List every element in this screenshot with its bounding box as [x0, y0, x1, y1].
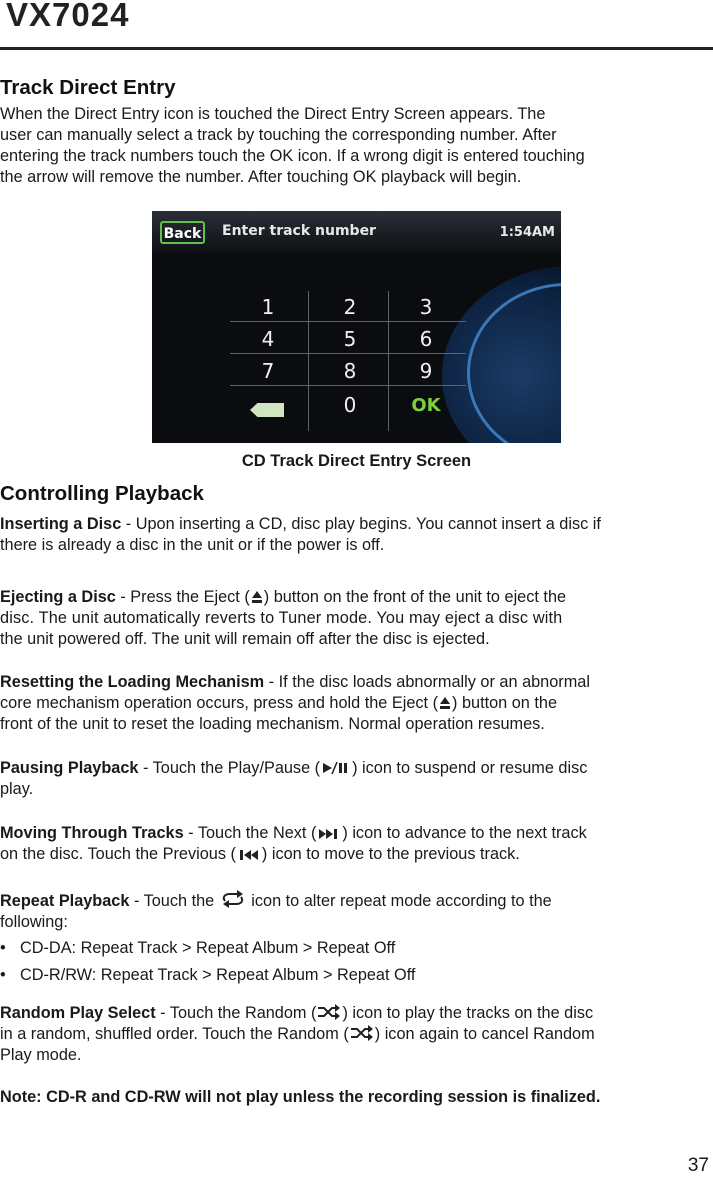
- repeat-bullet: • CD-R/RW: Repeat Track > Repeat Album > Repeat Off: [0, 966, 416, 984]
- body-line: When the Direct Entry icon is touched the Direct Entry Screen appears. The: [0, 105, 546, 123]
- section-title-track-direct-entry: Track Direct Entry: [0, 76, 176, 99]
- key-0: 0: [343, 393, 357, 417]
- random-icon: [350, 1025, 374, 1041]
- keypad-divider: [230, 385, 466, 386]
- header-rule: [0, 47, 713, 50]
- key-1: 1: [261, 295, 275, 319]
- key-4: 4: [261, 327, 275, 351]
- pausing-paragraph: [0, 758, 710, 800]
- keypad-divider: [230, 321, 466, 322]
- resetting-text: core mechanism operation occurs, press and hold the Eject (: [0, 694, 439, 712]
- repeat-text: icon to alter repeat mode according to the: [246, 892, 552, 910]
- random-label: Random Play Select: [0, 1004, 156, 1022]
- keypad: [230, 291, 466, 431]
- key-6: 6: [419, 327, 433, 351]
- ejecting-disc-label: Ejecting a Disc: [0, 588, 116, 606]
- ejecting-text: ) button on the front of the unit to eject the: [263, 588, 567, 606]
- ejecting-text: the unit powered off. The unit will remain off after the disc is ejected.: [0, 630, 490, 648]
- previous-track-icon: [237, 849, 261, 861]
- resetting-text: - If the disc loads abnormally or an abnormal: [264, 673, 590, 691]
- resetting-paragraph: [0, 672, 710, 735]
- pausing-text: ) icon to suspend or resume disc: [352, 759, 588, 777]
- model-title: VX7024: [6, 0, 130, 33]
- repeat-label: Repeat Playback: [0, 892, 130, 910]
- page-number: 37: [687, 1155, 709, 1176]
- moving-text: ) icon to move to the previous track.: [261, 845, 520, 863]
- moving-tracks-label: Moving Through Tracks: [0, 824, 184, 842]
- enter-track-prompt: Enter track number: [222, 223, 376, 239]
- ok-key: OK: [411, 395, 441, 416]
- clock: 1:54AM: [499, 225, 555, 240]
- random-text: Play mode.: [0, 1046, 82, 1064]
- keypad-divider: [388, 291, 389, 431]
- random-text: ) icon to play the tracks on the disc: [342, 1004, 594, 1022]
- track-direct-entry-body: [0, 104, 710, 188]
- random-icon: [317, 1004, 341, 1020]
- section-title-controlling-playback: Controlling Playback: [0, 482, 204, 505]
- delete-arrow-icon: [250, 403, 284, 417]
- random-text: ) icon again to cancel Random: [374, 1025, 595, 1043]
- moving-tracks-paragraph: [0, 823, 710, 865]
- pausing-text: - Touch the Play/Pause (: [138, 759, 321, 777]
- direct-entry-screenshot: [152, 211, 561, 443]
- random-text: in a random, shuffled order. Touch the Random (: [0, 1025, 349, 1043]
- random-paragraph: [0, 1003, 710, 1066]
- keypad-divider: [308, 291, 309, 431]
- repeat-paragraph: [0, 890, 710, 933]
- inserting-disc-paragraph: [0, 514, 710, 556]
- screenshot-caption: CD Track Direct Entry Screen: [241, 452, 472, 470]
- back-button: Back: [160, 221, 205, 244]
- resetting-text: front of the unit to reset the loading mechanism. Normal operation resumes.: [0, 715, 545, 733]
- repeat-bullet: • CD-DA: Repeat Track > Repeat Album > Repeat Off: [0, 939, 396, 957]
- inserting-disc-label: Inserting a Disc: [0, 515, 122, 533]
- random-text: - Touch the Random (: [155, 1004, 317, 1022]
- play-pause-icon: [321, 761, 351, 775]
- moving-text: on the disc. Touch the Previous (: [0, 845, 236, 863]
- key-8: 8: [343, 359, 357, 383]
- key-2: 2: [343, 295, 357, 319]
- body-line: the arrow will remove the number. After touching OK playback will begin.: [0, 168, 522, 186]
- repeat-bullet-text: CD-R/RW: Repeat Track > Repeat Album > Repeat Off: [20, 966, 416, 984]
- repeat-text: following:: [0, 913, 68, 931]
- keypad-divider: [230, 353, 466, 354]
- inserting-disc-text: there is already a disc in the unit or if the power is off.: [0, 536, 385, 554]
- ejecting-disc-paragraph: [0, 587, 710, 650]
- eject-icon: [251, 590, 263, 604]
- key-3: 3: [419, 295, 433, 319]
- inserting-disc-text: - Upon inserting a CD, disc play begins. You cannot insert a disc if: [121, 515, 601, 533]
- next-track-icon: [317, 828, 341, 840]
- moving-text: - Touch the Next (: [183, 824, 317, 842]
- body-line: entering the track numbers touch the OK icon. If a wrong digit is entered touching: [0, 147, 585, 165]
- ejecting-text: - Press the Eject (: [115, 588, 250, 606]
- eject-icon: [439, 696, 451, 710]
- repeat-bullet-text: CD-DA: Repeat Track > Repeat Album > Repeat Off: [20, 939, 396, 957]
- key-5: 5: [343, 327, 357, 351]
- key-7: 7: [261, 359, 275, 383]
- ejecting-text: disc. The unit automatically reverts to Tuner mode. You may eject a disc with: [0, 609, 563, 627]
- note: Note: CD-R and CD-RW will not play unless the recording session is finalized.: [0, 1088, 601, 1106]
- key-9: 9: [419, 359, 433, 383]
- moving-text: ) icon to advance to the next track: [342, 824, 587, 842]
- resetting-text: ) button on the: [452, 694, 558, 712]
- repeat-text: - Touch the: [129, 892, 219, 910]
- resetting-label: Resetting the Loading Mechanism: [0, 673, 265, 691]
- pausing-text: play.: [0, 780, 34, 798]
- repeat-icon: [220, 890, 246, 908]
- pausing-label: Pausing Playback: [0, 759, 139, 777]
- body-line: user can manually select a track by touching the corresponding number. After: [0, 126, 557, 144]
